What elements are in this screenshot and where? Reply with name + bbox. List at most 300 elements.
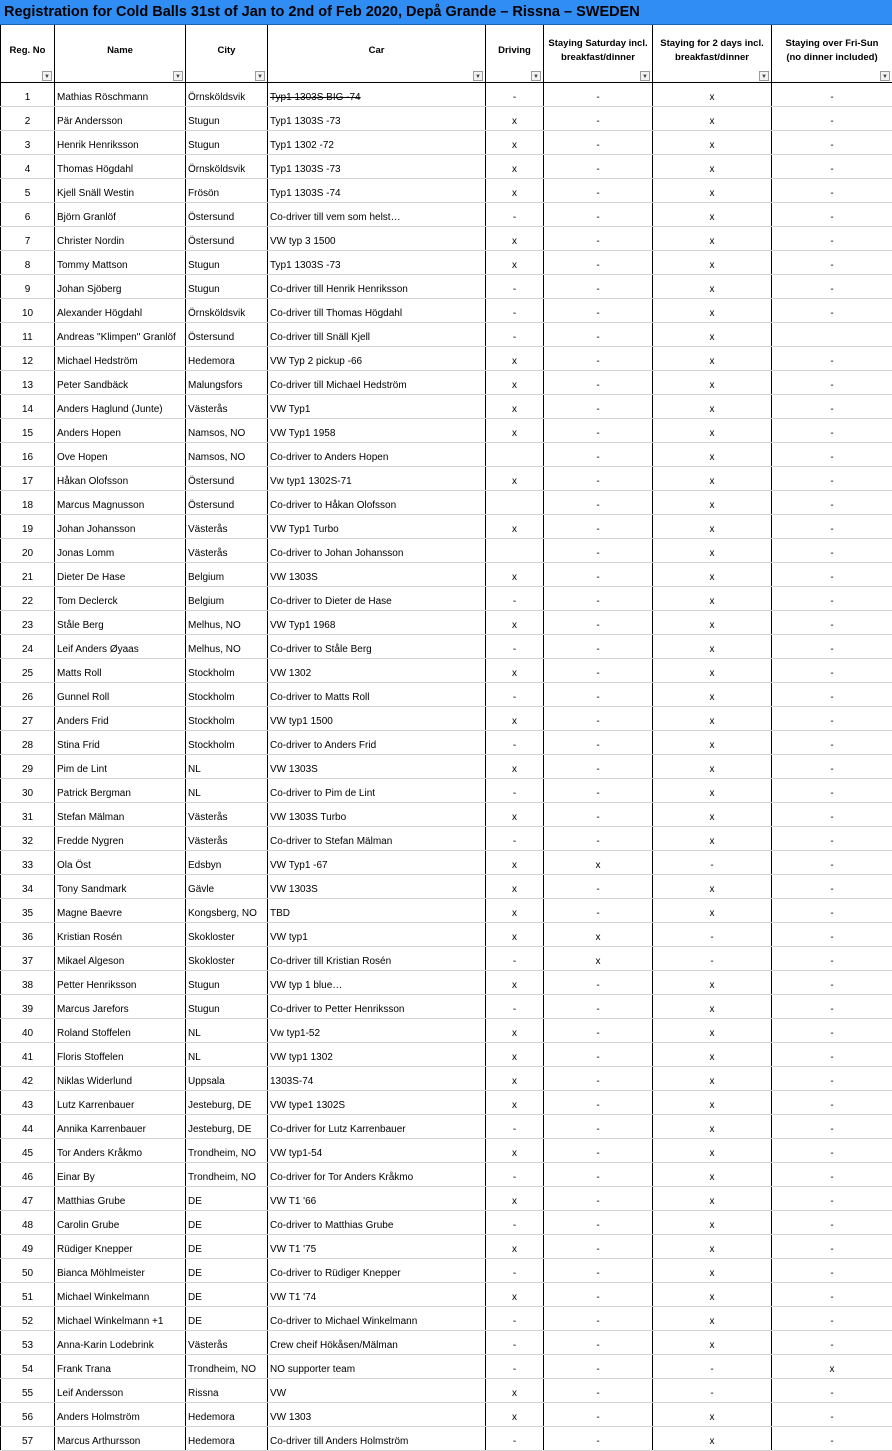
driving-cell[interactable]: - bbox=[486, 995, 544, 1019]
driving-cell[interactable]: - bbox=[486, 83, 544, 107]
driving-cell[interactable]: x bbox=[486, 1139, 544, 1163]
staying-fri-sun-cell[interactable]: - bbox=[772, 563, 892, 587]
staying-saturday-cell[interactable]: - bbox=[544, 1379, 653, 1403]
driving-cell[interactable]: - bbox=[486, 827, 544, 851]
driving-cell[interactable] bbox=[486, 539, 544, 563]
staying-fri-sun-cell[interactable]: - bbox=[772, 371, 892, 395]
city-cell[interactable]: Västerås bbox=[186, 539, 268, 563]
car-cell[interactable]: 1303S-74 bbox=[268, 1067, 486, 1091]
staying-two-days-cell[interactable]: x bbox=[653, 275, 772, 299]
name-cell[interactable]: Roland Stoffelen bbox=[55, 1019, 186, 1043]
car-cell[interactable]: VW bbox=[268, 1379, 486, 1403]
name-cell[interactable]: Tom Declerck bbox=[55, 587, 186, 611]
staying-saturday-cell[interactable]: - bbox=[544, 467, 653, 491]
city-cell[interactable]: NL bbox=[186, 1043, 268, 1067]
staying-saturday-cell[interactable]: - bbox=[544, 635, 653, 659]
driving-cell[interactable]: - bbox=[486, 635, 544, 659]
staying-saturday-cell[interactable]: - bbox=[544, 155, 653, 179]
staying-saturday-cell[interactable]: - bbox=[544, 443, 653, 467]
reg-no-cell[interactable]: 22 bbox=[1, 587, 55, 611]
reg-no-cell[interactable]: 49 bbox=[1, 1235, 55, 1259]
staying-fri-sun-cell[interactable]: - bbox=[772, 155, 892, 179]
staying-saturday-cell[interactable]: - bbox=[544, 323, 653, 347]
city-cell[interactable]: Västerås bbox=[186, 803, 268, 827]
reg-no-cell[interactable]: 26 bbox=[1, 683, 55, 707]
staying-saturday-cell[interactable]: - bbox=[544, 683, 653, 707]
car-cell[interactable]: Typ1 1303S -74 bbox=[268, 179, 486, 203]
city-cell[interactable]: DE bbox=[186, 1307, 268, 1331]
staying-saturday-cell[interactable]: - bbox=[544, 1067, 653, 1091]
reg-no-cell[interactable]: 8 bbox=[1, 251, 55, 275]
staying-saturday-cell[interactable]: - bbox=[544, 707, 653, 731]
driving-cell[interactable]: x bbox=[486, 899, 544, 923]
staying-fri-sun-cell[interactable]: - bbox=[772, 635, 892, 659]
staying-fri-sun-cell[interactable]: - bbox=[772, 491, 892, 515]
staying-two-days-cell[interactable]: - bbox=[653, 923, 772, 947]
name-cell[interactable]: Rüdiger Knepper bbox=[55, 1235, 186, 1259]
city-cell[interactable]: Gävle bbox=[186, 875, 268, 899]
name-cell[interactable]: Tor Anders Kråkmo bbox=[55, 1139, 186, 1163]
staying-two-days-cell[interactable]: x bbox=[653, 755, 772, 779]
car-cell[interactable]: VW 1303S bbox=[268, 755, 486, 779]
staying-saturday-cell[interactable]: - bbox=[544, 539, 653, 563]
staying-saturday-cell[interactable]: - bbox=[544, 491, 653, 515]
driving-cell[interactable]: x bbox=[486, 659, 544, 683]
staying-fri-sun-cell[interactable]: - bbox=[772, 899, 892, 923]
staying-saturday-cell[interactable]: - bbox=[544, 227, 653, 251]
driving-cell[interactable]: x bbox=[486, 1019, 544, 1043]
dropdown-arrow-icon[interactable]: ▼ bbox=[255, 71, 265, 81]
city-cell[interactable]: Västerås bbox=[186, 395, 268, 419]
car-cell[interactable]: Co-driver till Kristian Rosén bbox=[268, 947, 486, 971]
name-cell[interactable]: Anna-Karin Lodebrink bbox=[55, 1331, 186, 1355]
city-cell[interactable]: NL bbox=[186, 779, 268, 803]
staying-saturday-cell[interactable]: - bbox=[544, 395, 653, 419]
city-cell[interactable]: Belgium bbox=[186, 587, 268, 611]
staying-saturday-cell[interactable]: - bbox=[544, 1115, 653, 1139]
staying-saturday-cell[interactable]: - bbox=[544, 995, 653, 1019]
driving-cell[interactable]: x bbox=[486, 1043, 544, 1067]
staying-two-days-cell[interactable]: x bbox=[653, 1259, 772, 1283]
city-cell[interactable]: Frösön bbox=[186, 179, 268, 203]
driving-cell[interactable]: - bbox=[486, 1355, 544, 1379]
driving-cell[interactable]: - bbox=[486, 683, 544, 707]
staying-fri-sun-cell[interactable]: - bbox=[772, 1283, 892, 1307]
driving-cell[interactable]: x bbox=[486, 347, 544, 371]
staying-two-days-cell[interactable]: x bbox=[653, 659, 772, 683]
driving-cell[interactable]: - bbox=[486, 1163, 544, 1187]
reg-no-cell[interactable]: 17 bbox=[1, 467, 55, 491]
staying-fri-sun-cell[interactable]: - bbox=[772, 995, 892, 1019]
staying-fri-sun-cell[interactable]: x bbox=[772, 1355, 892, 1379]
driving-cell[interactable]: - bbox=[486, 1211, 544, 1235]
car-cell[interactable]: VW typ1 bbox=[268, 923, 486, 947]
staying-fri-sun-cell[interactable]: - bbox=[772, 131, 892, 155]
dropdown-arrow-icon[interactable]: ▼ bbox=[473, 71, 483, 81]
staying-fri-sun-cell[interactable]: - bbox=[772, 1115, 892, 1139]
car-cell[interactable]: Co-driver to Stefan Mälman bbox=[268, 827, 486, 851]
staying-two-days-cell[interactable]: x bbox=[653, 203, 772, 227]
car-cell[interactable]: VW Typ1 Turbo bbox=[268, 515, 486, 539]
driving-cell[interactable]: - bbox=[486, 587, 544, 611]
car-cell[interactable]: Co-driver to Ståle Berg bbox=[268, 635, 486, 659]
staying-saturday-cell[interactable]: - bbox=[544, 251, 653, 275]
staying-two-days-cell[interactable]: x bbox=[653, 491, 772, 515]
car-cell[interactable]: Co-driver till vem som helst… bbox=[268, 203, 486, 227]
reg-no-cell[interactable]: 4 bbox=[1, 155, 55, 179]
driving-cell[interactable]: x bbox=[486, 395, 544, 419]
car-cell[interactable]: Co-driver to Anders Frid bbox=[268, 731, 486, 755]
reg-no-cell[interactable]: 57 bbox=[1, 1427, 55, 1451]
driving-cell[interactable]: - bbox=[486, 1331, 544, 1355]
city-cell[interactable]: Hedemora bbox=[186, 1403, 268, 1427]
staying-fri-sun-cell[interactable]: - bbox=[772, 203, 892, 227]
city-cell[interactable]: Västerås bbox=[186, 1331, 268, 1355]
city-cell[interactable]: Örnsköldsvik bbox=[186, 299, 268, 323]
driving-cell[interactable]: x bbox=[486, 419, 544, 443]
driving-cell[interactable]: x bbox=[486, 1091, 544, 1115]
reg-no-cell[interactable]: 33 bbox=[1, 851, 55, 875]
staying-fri-sun-cell[interactable]: - bbox=[772, 1427, 892, 1451]
reg-no-cell[interactable]: 56 bbox=[1, 1403, 55, 1427]
staying-two-days-cell[interactable]: x bbox=[653, 467, 772, 491]
staying-fri-sun-cell[interactable]: - bbox=[772, 1139, 892, 1163]
name-cell[interactable]: Michael Winkelmann bbox=[55, 1283, 186, 1307]
driving-cell[interactable]: x bbox=[486, 1379, 544, 1403]
staying-two-days-cell[interactable]: x bbox=[653, 1067, 772, 1091]
staying-two-days-cell[interactable]: - bbox=[653, 1355, 772, 1379]
staying-saturday-cell[interactable]: - bbox=[544, 131, 653, 155]
staying-fri-sun-cell[interactable]: - bbox=[772, 1307, 892, 1331]
name-cell[interactable]: Stina Frid bbox=[55, 731, 186, 755]
car-cell[interactable]: VW 1302 bbox=[268, 659, 486, 683]
city-cell[interactable]: Melhus, NO bbox=[186, 635, 268, 659]
car-cell[interactable]: VW Typ1 bbox=[268, 395, 486, 419]
staying-two-days-cell[interactable]: x bbox=[653, 707, 772, 731]
staying-two-days-cell[interactable]: x bbox=[653, 1115, 772, 1139]
staying-two-days-cell[interactable]: x bbox=[653, 683, 772, 707]
staying-two-days-cell[interactable]: x bbox=[653, 779, 772, 803]
staying-fri-sun-cell[interactable] bbox=[772, 323, 892, 347]
car-cell[interactable]: Vw typ1-52 bbox=[268, 1019, 486, 1043]
city-cell[interactable]: Östersund bbox=[186, 491, 268, 515]
staying-fri-sun-cell[interactable]: - bbox=[772, 1379, 892, 1403]
staying-two-days-cell[interactable]: x bbox=[653, 971, 772, 995]
staying-fri-sun-cell[interactable]: - bbox=[772, 395, 892, 419]
staying-fri-sun-cell[interactable]: - bbox=[772, 947, 892, 971]
name-cell[interactable]: Christer Nordin bbox=[55, 227, 186, 251]
name-cell[interactable]: Pär Andersson bbox=[55, 107, 186, 131]
dropdown-arrow-icon[interactable]: ▼ bbox=[759, 71, 769, 81]
staying-fri-sun-cell[interactable]: - bbox=[772, 443, 892, 467]
driving-cell[interactable]: x bbox=[486, 515, 544, 539]
driving-cell[interactable]: - bbox=[486, 1115, 544, 1139]
car-cell[interactable]: Typ1 1303S -73 bbox=[268, 155, 486, 179]
driving-cell[interactable]: x bbox=[486, 875, 544, 899]
name-cell[interactable]: Ove Hopen bbox=[55, 443, 186, 467]
city-cell[interactable]: Stockholm bbox=[186, 707, 268, 731]
staying-saturday-cell[interactable]: - bbox=[544, 827, 653, 851]
driving-cell[interactable]: x bbox=[486, 755, 544, 779]
staying-two-days-cell[interactable]: x bbox=[653, 227, 772, 251]
staying-fri-sun-cell[interactable]: - bbox=[772, 923, 892, 947]
name-cell[interactable]: Floris Stoffelen bbox=[55, 1043, 186, 1067]
driving-cell[interactable]: x bbox=[486, 467, 544, 491]
staying-two-days-cell[interactable]: x bbox=[653, 1283, 772, 1307]
reg-no-cell[interactable]: 42 bbox=[1, 1067, 55, 1091]
city-cell[interactable]: Malungsfors bbox=[186, 371, 268, 395]
staying-two-days-cell[interactable]: x bbox=[653, 1091, 772, 1115]
staying-two-days-cell[interactable]: x bbox=[653, 1403, 772, 1427]
name-cell[interactable]: Patrick Bergman bbox=[55, 779, 186, 803]
dropdown-arrow-icon[interactable]: ▼ bbox=[531, 71, 541, 81]
staying-fri-sun-cell[interactable]: - bbox=[772, 779, 892, 803]
reg-no-cell[interactable]: 40 bbox=[1, 1019, 55, 1043]
city-cell[interactable]: Stugun bbox=[186, 971, 268, 995]
staying-saturday-cell[interactable]: - bbox=[544, 1211, 653, 1235]
driving-cell[interactable]: - bbox=[486, 1259, 544, 1283]
car-cell[interactable]: Co-driver to Rüdiger Knepper bbox=[268, 1259, 486, 1283]
dropdown-arrow-icon[interactable]: ▼ bbox=[640, 71, 650, 81]
staying-fri-sun-cell[interactable]: - bbox=[772, 1403, 892, 1427]
city-cell[interactable]: Stugun bbox=[186, 995, 268, 1019]
staying-fri-sun-cell[interactable]: - bbox=[772, 1163, 892, 1187]
staying-saturday-cell[interactable]: - bbox=[544, 611, 653, 635]
name-cell[interactable]: Stefan Mälman bbox=[55, 803, 186, 827]
name-cell[interactable]: Johan Johansson bbox=[55, 515, 186, 539]
driving-cell[interactable]: x bbox=[486, 227, 544, 251]
reg-no-cell[interactable]: 25 bbox=[1, 659, 55, 683]
reg-no-cell[interactable]: 12 bbox=[1, 347, 55, 371]
staying-fri-sun-cell[interactable]: - bbox=[772, 83, 892, 107]
staying-saturday-cell[interactable]: - bbox=[544, 275, 653, 299]
staying-fri-sun-cell[interactable]: - bbox=[772, 587, 892, 611]
reg-no-cell[interactable]: 7 bbox=[1, 227, 55, 251]
staying-two-days-cell[interactable]: x bbox=[653, 1211, 772, 1235]
car-cell[interactable]: VW T1 '75 bbox=[268, 1235, 486, 1259]
driving-cell[interactable]: - bbox=[486, 779, 544, 803]
name-cell[interactable]: Henrik Henriksson bbox=[55, 131, 186, 155]
staying-fri-sun-cell[interactable]: - bbox=[772, 875, 892, 899]
car-cell[interactable]: VW T1 '66 bbox=[268, 1187, 486, 1211]
car-cell[interactable]: Co-driver to Anders Hopen bbox=[268, 443, 486, 467]
reg-no-cell[interactable]: 15 bbox=[1, 419, 55, 443]
car-cell[interactable]: VW typ 3 1500 bbox=[268, 227, 486, 251]
name-cell[interactable]: Marcus Magnusson bbox=[55, 491, 186, 515]
staying-saturday-cell[interactable]: - bbox=[544, 203, 653, 227]
city-cell[interactable]: Jesteburg, DE bbox=[186, 1115, 268, 1139]
driving-cell[interactable]: x bbox=[486, 851, 544, 875]
city-cell[interactable]: Edsbyn bbox=[186, 851, 268, 875]
driving-cell[interactable]: x bbox=[486, 251, 544, 275]
car-cell[interactable]: Co-driver till Snäll Kjell bbox=[268, 323, 486, 347]
name-cell[interactable]: Peter Sandbäck bbox=[55, 371, 186, 395]
reg-no-cell[interactable]: 32 bbox=[1, 827, 55, 851]
reg-no-cell[interactable]: 31 bbox=[1, 803, 55, 827]
city-cell[interactable]: Stugun bbox=[186, 131, 268, 155]
staying-two-days-cell[interactable]: x bbox=[653, 1235, 772, 1259]
name-cell[interactable]: Fredde Nygren bbox=[55, 827, 186, 851]
reg-no-cell[interactable]: 36 bbox=[1, 923, 55, 947]
staying-two-days-cell[interactable]: x bbox=[653, 515, 772, 539]
reg-no-cell[interactable]: 43 bbox=[1, 1091, 55, 1115]
reg-no-cell[interactable]: 52 bbox=[1, 1307, 55, 1331]
city-cell[interactable]: Stugun bbox=[186, 251, 268, 275]
car-cell[interactable]: Co-driver till Anders Holmström bbox=[268, 1427, 486, 1451]
city-cell[interactable]: Örnsköldsvik bbox=[186, 83, 268, 107]
staying-saturday-cell[interactable]: - bbox=[544, 1427, 653, 1451]
car-cell[interactable]: VW 1303S bbox=[268, 563, 486, 587]
staying-fri-sun-cell[interactable]: - bbox=[772, 659, 892, 683]
staying-saturday-cell[interactable]: - bbox=[544, 899, 653, 923]
staying-two-days-cell[interactable]: x bbox=[653, 875, 772, 899]
staying-two-days-cell[interactable]: x bbox=[653, 107, 772, 131]
city-cell[interactable]: DE bbox=[186, 1187, 268, 1211]
staying-two-days-cell[interactable]: - bbox=[653, 947, 772, 971]
city-cell[interactable]: Kongsberg, NO bbox=[186, 899, 268, 923]
name-cell[interactable]: Håkan Olofsson bbox=[55, 467, 186, 491]
driving-cell[interactable]: - bbox=[486, 323, 544, 347]
staying-fri-sun-cell[interactable]: - bbox=[772, 707, 892, 731]
staying-fri-sun-cell[interactable]: - bbox=[772, 275, 892, 299]
city-cell[interactable]: DE bbox=[186, 1235, 268, 1259]
reg-no-cell[interactable]: 19 bbox=[1, 515, 55, 539]
car-cell[interactable]: Co-driver till Henrik Henriksson bbox=[268, 275, 486, 299]
name-cell[interactable]: Einar By bbox=[55, 1163, 186, 1187]
reg-no-cell[interactable]: 47 bbox=[1, 1187, 55, 1211]
city-cell[interactable]: Stockholm bbox=[186, 731, 268, 755]
driving-cell[interactable]: - bbox=[486, 275, 544, 299]
driving-cell[interactable] bbox=[486, 443, 544, 467]
city-cell[interactable]: NL bbox=[186, 755, 268, 779]
reg-no-cell[interactable]: 35 bbox=[1, 899, 55, 923]
name-cell[interactable]: Tony Sandmark bbox=[55, 875, 186, 899]
reg-no-cell[interactable]: 24 bbox=[1, 635, 55, 659]
reg-no-cell[interactable]: 18 bbox=[1, 491, 55, 515]
reg-no-cell[interactable]: 50 bbox=[1, 1259, 55, 1283]
city-cell[interactable]: Örnsköldsvik bbox=[186, 155, 268, 179]
city-cell[interactable]: Rissna bbox=[186, 1379, 268, 1403]
car-cell[interactable]: Co-driver to Michael Winkelmann bbox=[268, 1307, 486, 1331]
staying-two-days-cell[interactable]: x bbox=[653, 155, 772, 179]
name-cell[interactable]: Matthias Grube bbox=[55, 1187, 186, 1211]
name-cell[interactable]: Andreas "Klimpen" Granlöf bbox=[55, 323, 186, 347]
reg-no-cell[interactable]: 55 bbox=[1, 1379, 55, 1403]
staying-saturday-cell[interactable]: - bbox=[544, 1307, 653, 1331]
staying-saturday-cell[interactable]: - bbox=[544, 755, 653, 779]
staying-two-days-cell[interactable]: x bbox=[653, 251, 772, 275]
staying-fri-sun-cell[interactable]: - bbox=[772, 1043, 892, 1067]
car-cell[interactable]: Crew cheif Hökåsen/Mälman bbox=[268, 1331, 486, 1355]
car-cell[interactable]: VW Typ1 -67 bbox=[268, 851, 486, 875]
driving-cell[interactable]: x bbox=[486, 107, 544, 131]
reg-no-cell[interactable]: 21 bbox=[1, 563, 55, 587]
name-cell[interactable]: Mikael Algeson bbox=[55, 947, 186, 971]
car-cell[interactable]: VW typ1 1302 bbox=[268, 1043, 486, 1067]
driving-cell[interactable]: - bbox=[486, 1307, 544, 1331]
car-cell[interactable]: VW Typ1 1968 bbox=[268, 611, 486, 635]
name-cell[interactable]: Leif Andersson bbox=[55, 1379, 186, 1403]
car-cell[interactable]: Co-driver to Håkan Olofsson bbox=[268, 491, 486, 515]
name-cell[interactable]: Pim de Lint bbox=[55, 755, 186, 779]
staying-fri-sun-cell[interactable]: - bbox=[772, 1091, 892, 1115]
reg-no-cell[interactable]: 37 bbox=[1, 947, 55, 971]
staying-saturday-cell[interactable]: - bbox=[544, 179, 653, 203]
city-cell[interactable]: Stugun bbox=[186, 107, 268, 131]
staying-two-days-cell[interactable]: x bbox=[653, 131, 772, 155]
name-cell[interactable]: Frank Trana bbox=[55, 1355, 186, 1379]
dropdown-arrow-icon[interactable]: ▼ bbox=[173, 71, 183, 81]
name-cell[interactable]: Matts Roll bbox=[55, 659, 186, 683]
car-cell[interactable]: VW type1 1302S bbox=[268, 1091, 486, 1115]
staying-two-days-cell[interactable]: x bbox=[653, 1139, 772, 1163]
staying-two-days-cell[interactable]: x bbox=[653, 83, 772, 107]
staying-two-days-cell[interactable]: - bbox=[653, 1379, 772, 1403]
driving-cell[interactable]: x bbox=[486, 611, 544, 635]
reg-no-cell[interactable]: 23 bbox=[1, 611, 55, 635]
driving-cell[interactable]: x bbox=[486, 971, 544, 995]
city-cell[interactable]: Melhus, NO bbox=[186, 611, 268, 635]
staying-two-days-cell[interactable]: x bbox=[653, 563, 772, 587]
city-cell[interactable]: DE bbox=[186, 1283, 268, 1307]
staying-saturday-cell[interactable]: - bbox=[544, 731, 653, 755]
reg-no-cell[interactable]: 38 bbox=[1, 971, 55, 995]
car-cell[interactable]: VW T1 '74 bbox=[268, 1283, 486, 1307]
reg-no-cell[interactable]: 51 bbox=[1, 1283, 55, 1307]
driving-cell[interactable]: - bbox=[486, 1427, 544, 1451]
city-cell[interactable]: Stugun bbox=[186, 275, 268, 299]
car-cell[interactable]: Co-driver till Michael Hedström bbox=[268, 371, 486, 395]
name-cell[interactable]: Jonas Lomm bbox=[55, 539, 186, 563]
staying-saturday-cell[interactable]: - bbox=[544, 803, 653, 827]
staying-two-days-cell[interactable]: x bbox=[653, 299, 772, 323]
car-cell[interactable]: Co-driver to Dieter de Hase bbox=[268, 587, 486, 611]
driving-cell[interactable]: x bbox=[486, 563, 544, 587]
name-cell[interactable]: Dieter De Hase bbox=[55, 563, 186, 587]
staying-two-days-cell[interactable]: x bbox=[653, 611, 772, 635]
staying-saturday-cell[interactable]: - bbox=[544, 779, 653, 803]
car-cell[interactable]: Co-driver till Thomas Högdahl bbox=[268, 299, 486, 323]
car-cell[interactable]: Co-driver to Pim de Lint bbox=[268, 779, 486, 803]
name-cell[interactable]: Anders Frid bbox=[55, 707, 186, 731]
name-cell[interactable]: Anders Hopen bbox=[55, 419, 186, 443]
staying-fri-sun-cell[interactable]: - bbox=[772, 803, 892, 827]
staying-saturday-cell[interactable]: - bbox=[544, 971, 653, 995]
car-cell[interactable]: TBD bbox=[268, 899, 486, 923]
staying-two-days-cell[interactable]: x bbox=[653, 899, 772, 923]
staying-fri-sun-cell[interactable]: - bbox=[772, 611, 892, 635]
staying-saturday-cell[interactable]: - bbox=[544, 587, 653, 611]
staying-fri-sun-cell[interactable]: - bbox=[772, 347, 892, 371]
car-cell[interactable]: VW 1303S bbox=[268, 875, 486, 899]
driving-cell[interactable]: x bbox=[486, 1067, 544, 1091]
reg-no-cell[interactable]: 16 bbox=[1, 443, 55, 467]
reg-no-cell[interactable]: 54 bbox=[1, 1355, 55, 1379]
driving-cell[interactable]: x bbox=[486, 371, 544, 395]
reg-no-cell[interactable]: 44 bbox=[1, 1115, 55, 1139]
reg-no-cell[interactable]: 41 bbox=[1, 1043, 55, 1067]
staying-saturday-cell[interactable]: - bbox=[544, 83, 653, 107]
staying-fri-sun-cell[interactable]: - bbox=[772, 179, 892, 203]
staying-fri-sun-cell[interactable]: - bbox=[772, 107, 892, 131]
city-cell[interactable]: Hedemora bbox=[186, 1427, 268, 1451]
staying-saturday-cell[interactable]: - bbox=[544, 1403, 653, 1427]
staying-two-days-cell[interactable]: x bbox=[653, 1307, 772, 1331]
staying-fri-sun-cell[interactable]: - bbox=[772, 467, 892, 491]
reg-no-cell[interactable]: 53 bbox=[1, 1331, 55, 1355]
staying-saturday-cell[interactable]: - bbox=[544, 659, 653, 683]
driving-cell[interactable]: x bbox=[486, 923, 544, 947]
